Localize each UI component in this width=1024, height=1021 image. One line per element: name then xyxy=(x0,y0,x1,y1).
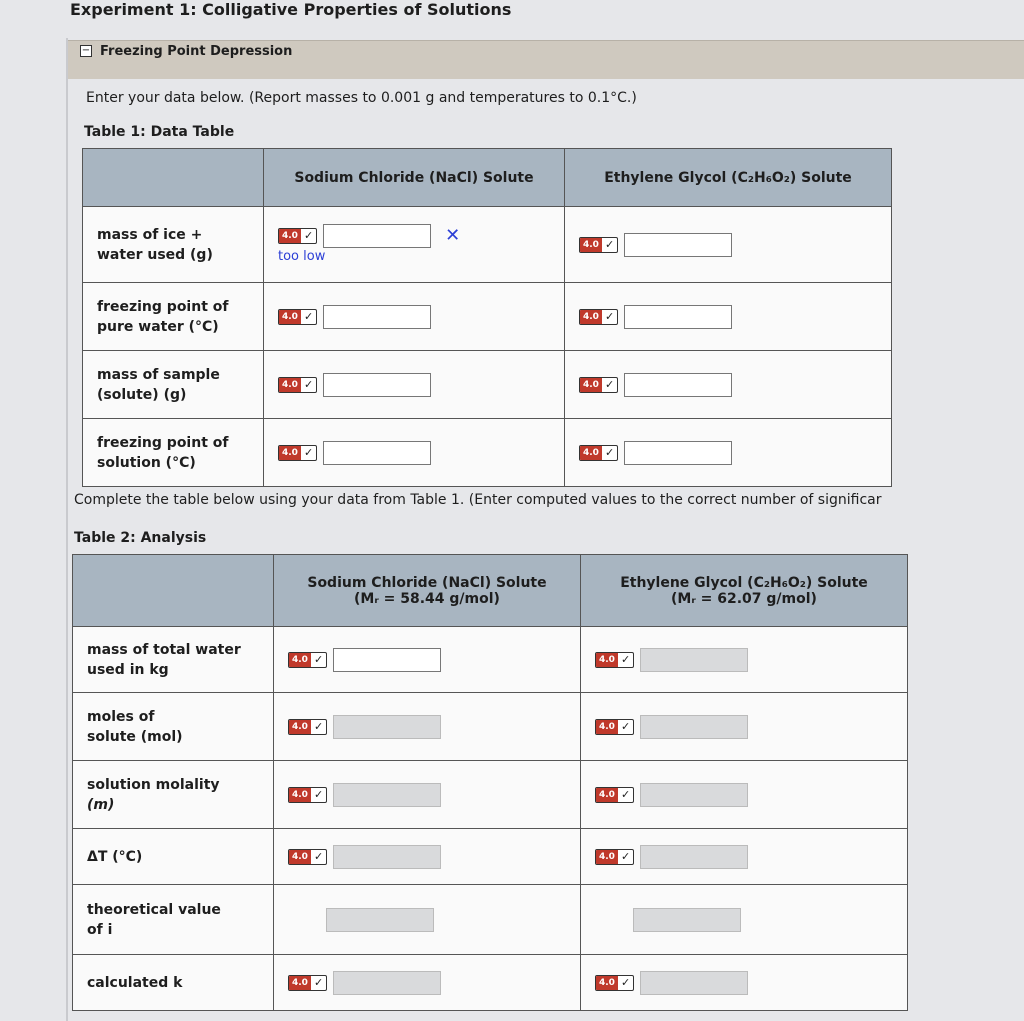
row-label-line2: solution (°C) xyxy=(97,454,196,471)
glycol-moles-input[interactable] xyxy=(640,715,748,739)
table-row xyxy=(73,693,908,761)
row-label-line1: mass of total water xyxy=(87,641,241,658)
table2-header-glycol xyxy=(581,555,908,627)
glycol-fp-water-cell xyxy=(565,283,892,351)
nacl-mass-ice-input[interactable] xyxy=(323,224,431,248)
table-row xyxy=(73,761,908,829)
nacl-fp-water-input[interactable] xyxy=(323,305,431,329)
glycol-molality-input[interactable] xyxy=(640,783,748,807)
table-row xyxy=(73,829,908,885)
glycol-mass-sample-cell xyxy=(565,351,892,419)
glycol-delta-t-cell xyxy=(581,829,908,885)
row-label-line2: (solute) (g) xyxy=(97,386,187,403)
row-label xyxy=(83,207,264,283)
table-row xyxy=(83,283,892,351)
score-badge: 4.0 ✓ xyxy=(278,309,317,325)
nacl-water-kg-cell xyxy=(274,627,581,693)
score-badge: 4.0 ✓ xyxy=(579,309,618,325)
score-badge: 4.0 ✓ xyxy=(595,719,634,735)
score-badge: 4.0 ✓ xyxy=(579,377,618,393)
row-label-line1: solution molality xyxy=(87,776,220,793)
table-row xyxy=(73,885,908,955)
score-badge: 4.0 ✓ xyxy=(595,652,634,668)
analysis-table xyxy=(72,554,908,1011)
header-nacl-line1: Sodium Chloride (NaCl) Solute xyxy=(307,574,547,591)
row-label xyxy=(83,351,264,419)
nacl-mass-sample-cell xyxy=(264,351,565,419)
glycol-moles-cell xyxy=(581,693,908,761)
row-label-line1: mass of sample xyxy=(97,366,220,383)
glycol-mass-ice-input[interactable] xyxy=(624,233,732,257)
row-label-line2: water used (g) xyxy=(97,246,213,263)
data-table xyxy=(82,148,892,487)
glycol-water-kg-input[interactable] xyxy=(640,648,748,672)
row-label xyxy=(73,693,274,761)
nacl-moles-input[interactable] xyxy=(333,715,441,739)
nacl-fp-water-cell xyxy=(264,283,565,351)
score-badge: 4.0 ✓ xyxy=(278,445,317,461)
row-label-line1: freezing point of xyxy=(97,298,229,315)
feedback-too-low: too low xyxy=(278,249,326,264)
table2-instructions: Complete the table below using your data from Table 1. (Enter computed values to the correct number of significar xyxy=(74,492,882,508)
nacl-water-kg-input[interactable] xyxy=(333,648,441,672)
score-badge: 4.0 ✓ xyxy=(288,975,327,991)
table2-corner-header xyxy=(73,555,274,627)
score-badge: 4.0 ✓ xyxy=(288,652,327,668)
nacl-theoretical-i-input[interactable] xyxy=(326,908,434,932)
score-badge: 4.0 ✓ xyxy=(288,787,327,803)
incorrect-icon: ✕ xyxy=(445,225,461,246)
experiment-title: Experiment 1: Colligative Properties of Solutions xyxy=(70,0,512,19)
row-label-line1: calculated k xyxy=(87,974,183,991)
glycol-water-kg-cell xyxy=(581,627,908,693)
nacl-moles-cell xyxy=(274,693,581,761)
nacl-molality-input[interactable] xyxy=(333,783,441,807)
row-label-line2: pure water (°C) xyxy=(97,318,219,335)
score-badge: 4.0 ✓ xyxy=(278,228,317,244)
header-glycol-molar-mass: (Mᵣ = 62.07 g/mol) xyxy=(671,590,817,607)
nacl-delta-t-cell xyxy=(274,829,581,885)
glycol-delta-t-input[interactable] xyxy=(640,845,748,869)
score-badge: 4.0 ✓ xyxy=(595,975,634,991)
score-badge: 4.0 ✓ xyxy=(579,445,618,461)
table-row xyxy=(83,419,892,487)
collapse-icon[interactable]: − xyxy=(81,45,91,56)
nacl-calc-kf-cell xyxy=(274,955,581,1011)
row-label xyxy=(73,955,274,1011)
row-label xyxy=(83,419,264,487)
glycol-fp-water-input[interactable] xyxy=(624,305,732,329)
table-row xyxy=(73,627,908,693)
row-label-line1: freezing point of xyxy=(97,434,229,451)
table-row xyxy=(73,955,908,1011)
nacl-mass-ice-cell xyxy=(264,207,565,283)
row-label-line2: of i xyxy=(87,921,113,938)
row-label xyxy=(73,761,274,829)
row-label-line1: theoretical value xyxy=(87,901,221,918)
score-badge: 4.0 ✓ xyxy=(579,237,618,253)
row-label xyxy=(73,885,274,955)
glycol-theoretical-i-input[interactable] xyxy=(633,908,741,932)
table1-header-glycol: Ethylene Glycol (C₂H₆O₂) Solute xyxy=(565,149,892,207)
nacl-molality-cell xyxy=(274,761,581,829)
nacl-fp-solution-input[interactable] xyxy=(323,441,431,465)
header-nacl-molar-mass: (Mᵣ = 58.44 g/mol) xyxy=(354,590,500,607)
row-label xyxy=(73,829,274,885)
row-label xyxy=(83,283,264,351)
row-label xyxy=(73,627,274,693)
score-badge: 4.0 ✓ xyxy=(278,377,317,393)
nacl-delta-t-input[interactable] xyxy=(333,845,441,869)
row-label-line2: solute (mol) xyxy=(87,728,183,745)
section-header-bar[interactable] xyxy=(68,40,1024,79)
table1-title: Table 1: Data Table xyxy=(84,124,235,140)
score-badge: 4.0 ✓ xyxy=(595,787,634,803)
glycol-mass-sample-input[interactable] xyxy=(624,373,732,397)
table1-header-nacl: Sodium Chloride (NaCl) Solute xyxy=(264,149,565,207)
glycol-fp-solution-cell xyxy=(565,419,892,487)
table1-corner-header xyxy=(83,149,264,207)
table2-header-nacl xyxy=(274,555,581,627)
glycol-calc-kf-input[interactable] xyxy=(640,971,748,995)
nacl-theoretical-i-cell xyxy=(274,885,581,955)
section-title: Freezing Point Depression xyxy=(100,44,293,59)
table-row xyxy=(83,207,892,283)
header-glycol-line1: Ethylene Glycol (C₂H₆O₂) Solute xyxy=(620,574,868,591)
nacl-fp-solution-cell xyxy=(264,419,565,487)
left-divider xyxy=(66,38,68,1021)
glycol-fp-solution-input[interactable] xyxy=(624,441,732,465)
glycol-theoretical-i-cell xyxy=(581,885,908,955)
glycol-mass-ice-cell xyxy=(565,207,892,283)
glycol-molality-cell xyxy=(581,761,908,829)
row-label-line2: (m) xyxy=(87,796,115,813)
row-label-line2: used in kg xyxy=(87,661,169,678)
table2-title: Table 2: Analysis xyxy=(74,530,207,546)
row-label-line1: moles of xyxy=(87,708,155,725)
table-row xyxy=(83,351,892,419)
score-badge: 4.0 ✓ xyxy=(288,849,327,865)
score-badge: 4.0 ✓ xyxy=(288,719,327,735)
table1-instructions: Enter your data below. (Report masses to 0.001 g and temperatures to 0.1°C.) xyxy=(86,90,637,106)
score-badge: 4.0 ✓ xyxy=(595,849,634,865)
row-label-line1: ΔT (°C) xyxy=(87,848,143,865)
nacl-mass-sample-input[interactable] xyxy=(323,373,431,397)
row-label-line1: mass of ice + xyxy=(97,226,203,243)
nacl-calc-kf-input[interactable] xyxy=(333,971,441,995)
glycol-calc-kf-cell xyxy=(581,955,908,1011)
